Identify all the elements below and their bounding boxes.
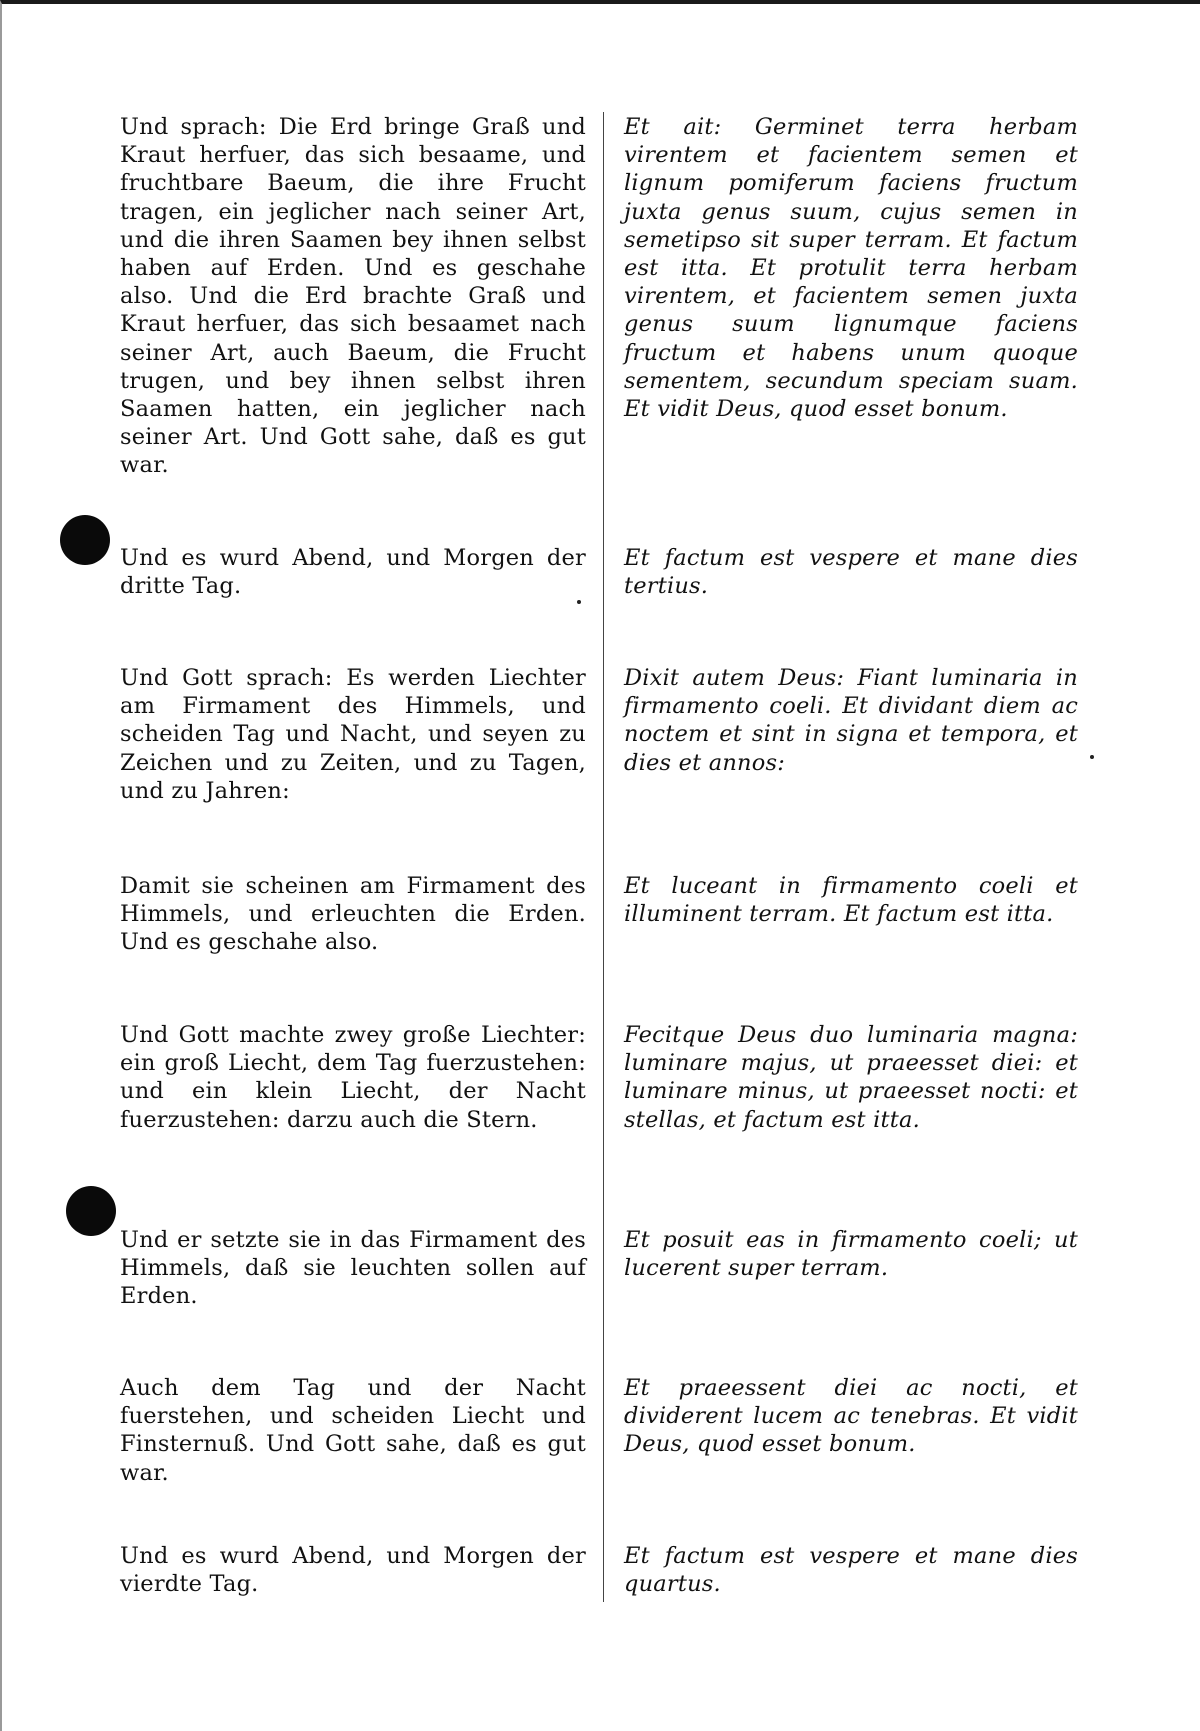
- latin-verse: Et praeessent diei ac nocti, et dividerent lucem ac tenebras. Et vidit Deus, quod esset bonum.: [624, 1375, 1078, 1458]
- german-verse: Und Gott sprach: Es werden Liechter am Firmament des Himmels, und scheiden Tag und Nacht, und seyen zu Zeichen und zu Zeiten, und zu Tagen, und zu Jahren:: [120, 665, 586, 804]
- punch-hole-mark: [66, 1186, 116, 1236]
- latin-verse: Et posuit eas in firmamento coeli; ut lucerent super terram.: [624, 1227, 1078, 1282]
- column-divider: [603, 112, 604, 1602]
- latin-verse: Et luceant in firmamento coeli et illuminent terram. Et factum est itta.: [624, 873, 1078, 928]
- german-verse: Und sprach: Die Erd bringe Graß und Kraut herfuer, das sich besaame, und fruchtbare Baeum, die ihre Frucht tragen, ein jeglicher nach seiner Art, und die ihren Saamen bey ihnen selbst haben auf Erden. Und es geschahe also. Und die Erd brachte Graß und Kraut herfuer, das sich besaamet nach seiner Art, auch Baeum, die Frucht trugen, und bey ihnen selbst ihren Saamen hatten, ein jeglicher nach seiner Art. Und Gott sahe, daß es gut war.: [120, 114, 586, 479]
- german-verse: Und es wurd Abend, und Morgen der vierdte Tag.: [120, 1543, 586, 1598]
- scan-speck: [577, 600, 581, 604]
- latin-verse: Et factum est vespere et mane dies tertius.: [624, 545, 1078, 600]
- german-verse: Und es wurd Abend, und Morgen der dritte Tag.: [120, 545, 586, 600]
- punch-hole-mark: [60, 515, 110, 565]
- latin-verse: Et ait: Germinet terra herbam virentem et facientem semen et lignum pomiferum faciens fructum juxta genus suum, cujus semen in semetipso sit super terram. Et factum est itta. Et protulit terra herbam virentem, et facientem semen juxta genus suum lignumque faciens fructum et habens unum quoque sementem, secundum speciam suam. Et vidit Deus, quod esset bonum.: [624, 114, 1078, 423]
- german-verse: Und Gott machte zwey große Liechter: ein groß Liecht, dem Tag fuerzustehen: und ein klein Liecht, der Nacht fuerzustehen: darzu auch die Stern.: [120, 1022, 586, 1133]
- latin-verse: Et factum est vespere et mane dies quartus.: [624, 1543, 1078, 1598]
- latin-verse: Fecitque Deus duo luminaria magna: luminare majus, ut praeesset diei: et luminare minus, ut praeesset nocti: et stellas, et factum est itta.: [624, 1022, 1078, 1133]
- latin-verse: Dixit autem Deus: Fiant luminaria in firmamento coeli. Et dividant diem ac noctem et sint in signa et tempora, et dies et annos:: [624, 665, 1078, 776]
- german-verse: Und er setzte sie in das Firmament des Himmels, daß sie leuchten sollen auf Erden.: [120, 1227, 586, 1310]
- scan-speck: [1090, 755, 1094, 759]
- german-verse: Damit sie scheinen am Firmament des Himmels, und erleuchten die Erden. Und es geschahe also.: [120, 873, 586, 956]
- german-verse: Auch dem Tag und der Nacht fuerstehen, und scheiden Liecht und Finsternuß. Und Gott sahe, daß es gut war.: [120, 1375, 586, 1486]
